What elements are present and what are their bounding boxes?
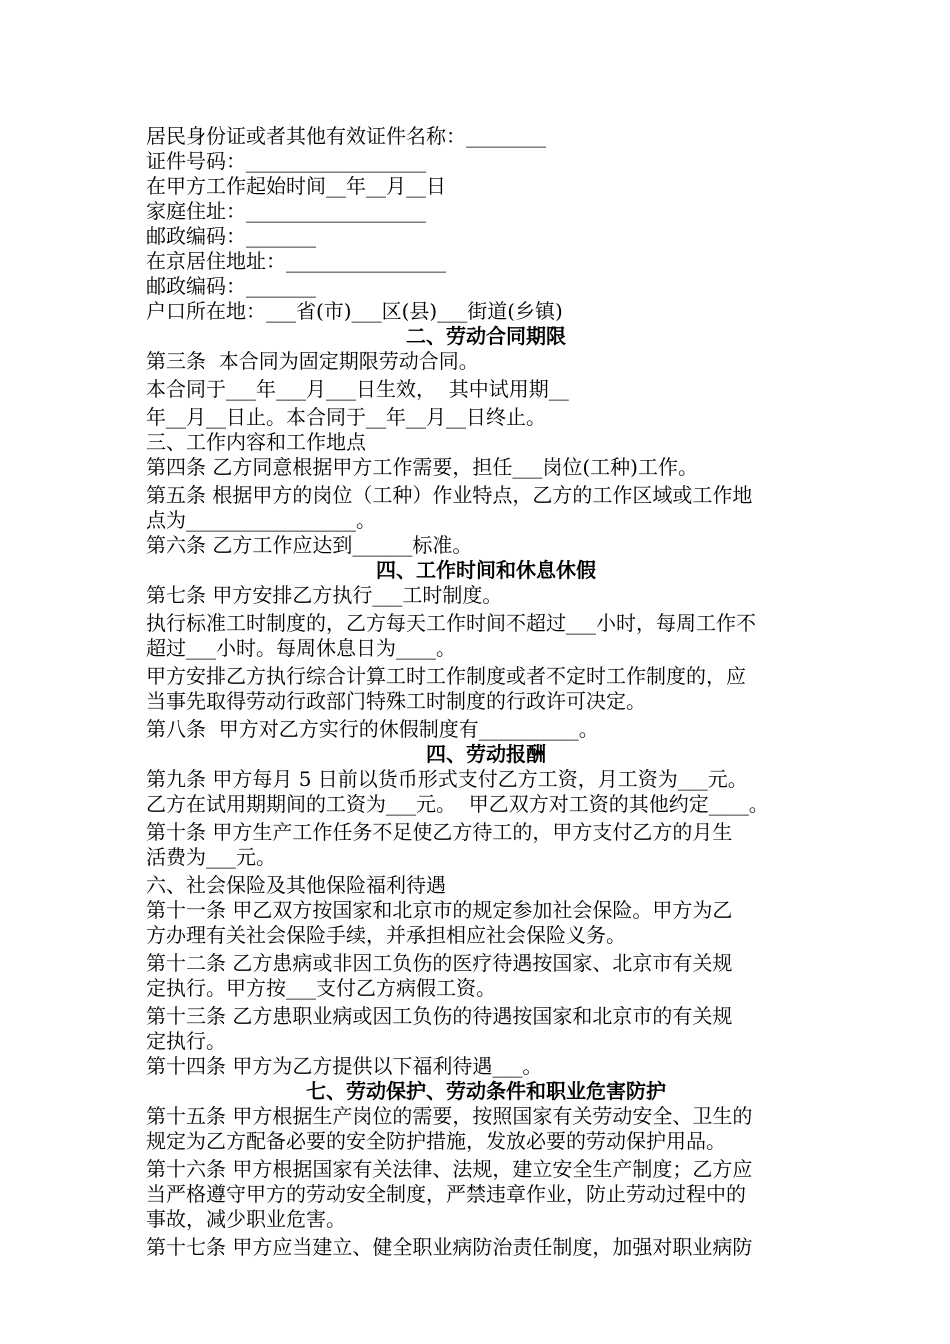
text-line: 第四条 乙方同意根据甲方工作需要，担任___岗位(工种)工作。: [146, 455, 698, 479]
text-line: 第十五条 甲方根据生产岗位的需要，按照国家有关劳动安全、卫生的: [146, 1104, 753, 1128]
text-line: 第十条 甲方生产工作任务不足使乙方待工的，甲方支付乙方的月生: [146, 820, 733, 844]
section-heading: 四、工作时间和休息休假: [376, 558, 596, 582]
text-line: 年__月__日止。本合同于__年__月__日终止。: [146, 405, 546, 429]
text-line: 邮政编码：_______: [146, 274, 316, 298]
text-line: 规定为乙方配备必要的安全防护措施，发放必要的劳动保护用品。: [146, 1129, 726, 1153]
text-line: 执行标准工时制度的，乙方每天工作时间不超过___小时，每周工作不: [146, 611, 756, 635]
section-heading: 二、劳动合同期限: [406, 324, 566, 348]
text-line: 在甲方工作起始时间__年__月__日: [146, 174, 446, 198]
text-line: 事故，减少职业危害。: [146, 1207, 346, 1231]
text-line: 甲方安排乙方执行综合计算工时工作制度或者不定时工作制度的，应: [146, 664, 746, 688]
text-line: 第十六条 甲方根据国家有关法律、法规，建立安全生产制度；乙方应: [146, 1157, 753, 1181]
section-heading: 七、劳动保护、劳动条件和职业危害防护: [306, 1079, 666, 1103]
text-line: 当严格遵守甲方的劳动安全制度，严禁违章作业，防止劳动过程中的: [146, 1182, 746, 1206]
text-line: 第十七条 甲方应当建立、健全职业病防治责任制度，加强对职业病防: [146, 1235, 753, 1259]
text-line: 第六条 乙方工作应达到______标准。: [146, 533, 473, 557]
text-line: 本合同于___年___月___日生效， 其中试用期__: [146, 377, 569, 401]
contract-page: [146, 124, 826, 1260]
section-heading: 四、劳动报酬: [426, 742, 546, 766]
text-line: 第十一条 甲乙双方按国家和北京市的规定参加社会保险。甲方为乙: [146, 898, 733, 922]
text-line: 方办理有关社会保险手续，并承担相应社会保险义务。: [146, 923, 626, 947]
text-line: 第九条 甲方每月 5 日前以货币形式支付乙方工资，月工资为___元。: [146, 767, 748, 791]
text-line: 居民身份证或者其他有效证件名称：________: [146, 124, 546, 148]
text-line: 第五条 根据甲方的岗位（工种）作业特点，乙方的工作区域或工作地: [146, 483, 753, 507]
text-line: 三、工作内容和工作地点: [146, 430, 366, 454]
text-line: 第三条 本合同为固定期限劳动合同。: [146, 349, 479, 373]
text-line: 超过___小时。每周休息日为____。: [146, 636, 456, 660]
text-line: 第七条 甲方安排乙方执行___工时制度。: [146, 583, 503, 607]
text-line: 第十四条 甲方为乙方提供以下福利待遇___。: [146, 1054, 543, 1078]
text-line: 定执行。甲方按___支付乙方病假工资。: [146, 976, 496, 1000]
text-line: 点为_________________。: [146, 508, 376, 532]
text-line: 当事先取得劳动行政部门特殊工时制度的行政许可决定。: [146, 689, 646, 713]
text-line: 第十三条 乙方患职业病或因工负伤的待遇按国家和北京市的有关规: [146, 1004, 733, 1028]
text-line: 定执行。: [146, 1029, 226, 1053]
text-line: 在京居住地址：________________: [146, 249, 446, 273]
text-line: 六、社会保险及其他保险福利待遇: [146, 873, 446, 897]
text-line: 活费为___元。: [146, 845, 276, 869]
text-line: 第八条 甲方对乙方实行的休假制度有__________。: [146, 717, 599, 741]
text-line: 乙方在试用期期间的工资为___元。 甲乙双方对工资的其他约定____。: [146, 792, 769, 816]
text-line: 户口所在地：___省(市)___区(县)___街道(乡镇): [146, 299, 563, 323]
text-line: 第十二条 乙方患病或非因工负伤的医疗待遇按国家、北京市有关规: [146, 951, 733, 975]
text-line: 家庭住址：__________________: [146, 199, 426, 223]
text-line: 邮政编码：_______: [146, 224, 316, 248]
text-line: 证件号码：__________________: [146, 149, 426, 173]
